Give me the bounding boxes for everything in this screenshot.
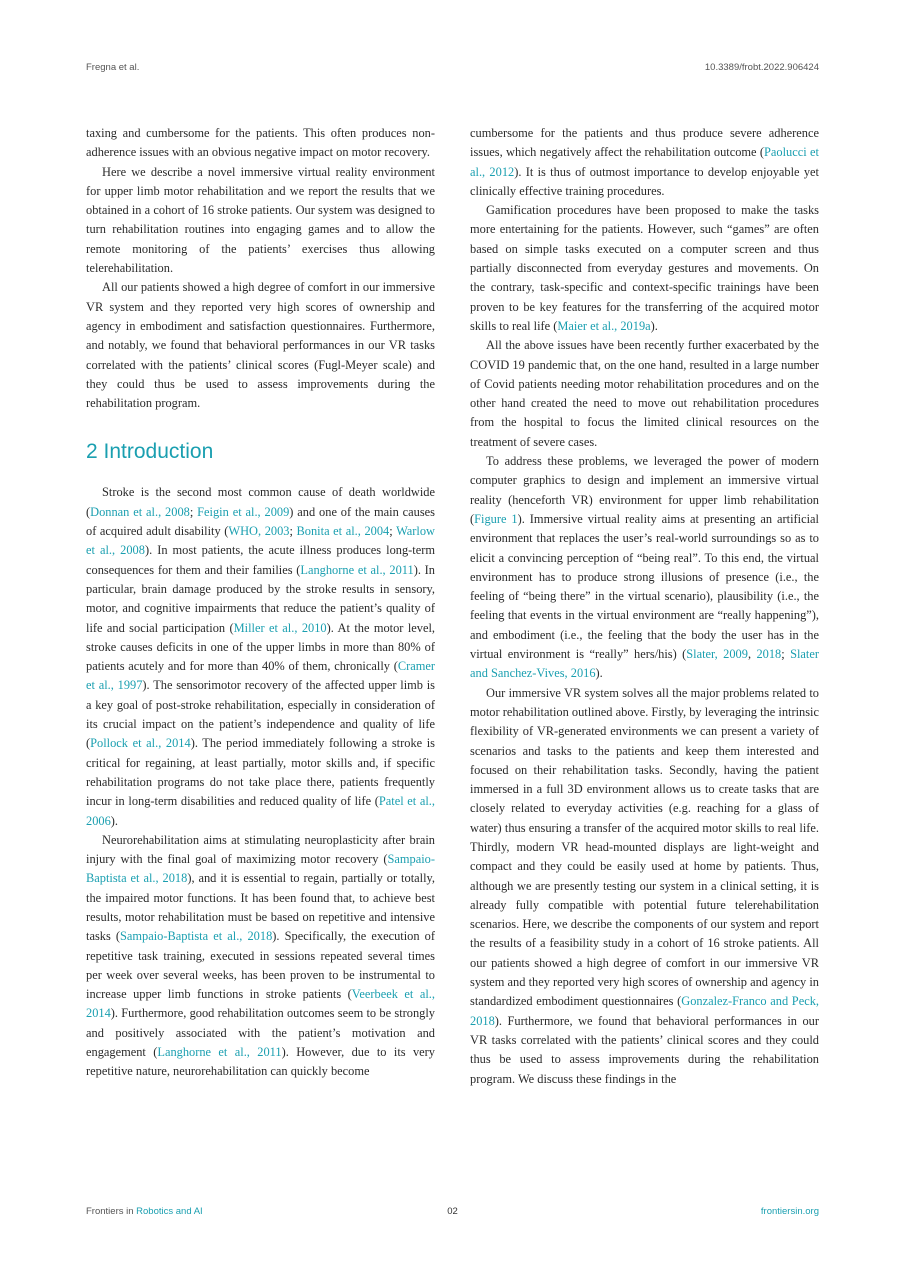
page-footer <box>86 1206 819 1217</box>
citation-link[interactable]: Maier et al., 2019a <box>557 318 651 333</box>
running-authors: Fregna et al. <box>86 62 140 73</box>
page-number: 02 <box>447 1206 458 1217</box>
paragraph: Our immersive VR system solves all the major problems related to motor rehabilitation outlined above. Firstly, by leveraging the intrinsic flexibility of VR-generated environments we can present a variety of scenarios and tasks to the patients and keep them interested and focused on their rehabilitation tasks. Secondly, having the patient immersed in a full 3D environment allows us to create tasks that are closely related to everyday activities (e.g. reaching for a glass of water) thus ensuring a transfer of the acquired motor skills to real life. Thirdly, modern VR head-mounted displays are light-weight and compact and they could be easily used at home by patients. Thus, although we are presently testing our system in a clinical setting, it is already fully compatible with potential future telerehabilitation scenarios. Here, we describe the components of our system and report the results of a feasibility study in a cohort of 16 stroke patients. All our patients showed a high degree of comfort in our immersive VR system and they reported very high scores of ownership and agency in standardized embodiment questionnaires (Gonzalez-Franco and Peck, 2018). Furthermore, we found that behavioral performances in our VR tasks correlated with the patients’ clinical scores and they could thus be used to assess improvements during the rehabilitation program. We discuss these findings in the <box>470 685 819 1086</box>
citation-link[interactable]: Slater and Sanchez-Vives, 2016 <box>470 647 819 681</box>
paragraph: Neurorehabilitation aims at stimulating neuroplasticity after brain injury with the final goal of maximizing motor recovery (Sampaio-Baptista et al., 2018), and it is essential to regain, partially or totally, the impaired motor functions. It has been found that, to achieve best results, motor rehabilitation must be based on repetitive and intensive tasks (Sampaio-Baptista et al., 2018). Specifically, the execution of repetitive task training, executed in sessions repeated several times per week over several weeks, has been proven to be instrumental to increase upper limb functions in stroke patients (Veerbeek et al., 2014). Furthermore, good rehabilitation outcomes seem to be strongly and positively associated with the patient’s motivation and engagement (Langhorne et al., 2011). However, due to its very repetitive nature, neurorehabilitation can quickly become <box>86 832 436 1079</box>
citation-link[interactable]: Patel et al., 2006 <box>86 794 435 828</box>
citation-link[interactable]: WHO, 2003 <box>228 524 290 539</box>
citation-link[interactable]: Gonzalez-Franco and Peck, 2018 <box>470 994 819 1028</box>
citation-link[interactable]: Slater, 2009 <box>686 647 748 662</box>
figure-link[interactable]: Figure 1 <box>474 511 518 526</box>
citation-link[interactable]: Miller et al., 2010 <box>233 620 327 635</box>
citation-link[interactable]: Langhorne et al., 2011 <box>300 562 414 577</box>
left-column <box>86 124 435 1082</box>
paragraph: Here we describe a novel immersive virtual reality environment for upper limb motor rehabilitation and we report the results that we obtained in a cohort of 16 stroke patients. Our system was designed to turn rehabilitation routines into engaging games and to allow the remote monitoring of the patients’ exercises thus allowing telerehabilitation. <box>86 164 435 276</box>
site-link[interactable]: frontiersin.org <box>760 1206 819 1217</box>
citation-link[interactable]: Sampaio-Baptista et al., 2018 <box>120 929 273 944</box>
citation-link[interactable]: Warlow et al., 2008 <box>86 524 435 558</box>
paragraph: All the above issues have been recently further exacerbated by the COVID 19 pandemic that, on the one hand, resulted in a large number of Covid patients needing motor rehabilitation procedures and on the other hand created the need to move out rehabilitation procedures from the hospital to focus the limited clinical resources on the treatment of severe cases. <box>470 338 819 449</box>
paragraph: All our patients showed a high degree of comfort in our immersive VR system and they reported very high scores of ownership and agency in embodiment and satisfaction questionnaires. Furthermore, and notably, we found that behavioral performances in our VR tasks correlated with the patients’ clinical scores (Fugl-Meyer scale) and they could thus be used to assess improvements during the rehabilitation program. <box>86 280 435 411</box>
citation-link[interactable]: Donnan et al., 2008 <box>90 504 190 519</box>
citation-link[interactable]: Sampaio-Baptista et al., 2018 <box>86 852 435 886</box>
citation-link[interactable]: Bonita et al., 2004 <box>296 524 390 539</box>
paragraph: Stroke is the second most common cause of death worldwide (Donnan et al., 2008; Feigin et al., 2009) and one of the main causes of acquired adult disability (WHO, 2003; Bonita et al., 2004; Warlow et al., 2008). In most patients, the acute illness produces long-term consequences for them and their families (Langhorne et al., 2011). In particular, brain damage produced by the stroke results in sensory, motor, and cognitive impairments that reduce the patient’s quality of life and social participation (Miller et al., 2010). At the motor level, stroke causes deficits in one of the upper limbs in more than 80% of patients acutely and for more than 40% of them, chronically (Cramer et al., 1997). The sensorimotor recovery of the affected upper limb is a key goal of post-stroke rehabilitation, especially in consideration of its crucial impact on the patient’s independence and quality of life (Pollock et al., 2014). The period immediately following a stroke is critical for regaining, at least partially, motor skills and, if specific rehabilitation programs do not take place there, patients frequently incur in long-term disabilities and reduced quality of life (Patel et al., 2006). <box>86 485 436 828</box>
citation-link[interactable]: Veerbeek et al., 2014 <box>86 987 435 1021</box>
citation-link[interactable]: Paolucci et al., 2012 <box>470 145 819 179</box>
right-column <box>470 124 819 1089</box>
page-header <box>86 62 819 73</box>
citation-link[interactable]: Pollock et al., 2014 <box>90 736 191 751</box>
paragraph: taxing and cumbersome for the patients. This often produces non-adherence issues with an obvious negative impact on motor recovery. <box>86 126 435 160</box>
citation-link[interactable]: Cramer et al., 1997 <box>86 659 435 693</box>
paragraph: To address these problems, we leveraged the power of modern computer graphics to design and implement an immersive virtual reality (henceforth VR) environment for upper limb rehabilitation (Figure 1). Immersive virtual reality aims at presenting an artificial environment that replaces the user’s real-world surroundings so as to elicit a convincing perception of “being real”. To this end, the virtual environment has to produce strong illusions of presence (i.e., the feeling of “being there” in the virtual scenario), plausibility (i.e., the feeling that events in the virtual environment are “really happening”), and embodiment (i.e., the feeling that the body the user has in the virtual environment is “really” hers/his) (Slater, 2009, 2018; Slater and Sanchez-Vives, 2016). <box>470 454 819 681</box>
journal-name: Frontiers in Robotics and AI <box>86 1206 203 1217</box>
citation-link[interactable]: Feigin et al., 2009 <box>197 504 290 519</box>
paragraph: Gamification procedures have been proposed to make the tasks more entertaining for the patients. However, such “games” are often based on simple tasks executed on a computer screen and thus partially disconnected from everyday gestures and movements. On the contrary, task-specific and context-specific trainings have been proven to be key features for the transferring of the acquired motor skills to real life (Maier et al., 2019a). <box>470 203 819 333</box>
citation-link[interactable]: Langhorne et al., 2011 <box>157 1045 282 1060</box>
citation-link[interactable]: 2018 <box>756 647 782 662</box>
section-heading: 2 Introduction <box>86 440 214 464</box>
doi: 10.3389/frobt.2022.906424 <box>704 62 819 73</box>
journal-link[interactable]: Robotics and AI <box>136 1206 203 1217</box>
paragraph: cumbersome for the patients and thus produce severe adherence issues, which negatively affect the rehabilitation outcome (Paolucci et al., 2012). It is thus of outmost importance to develop enjoyable yet clinically effective training procedures. <box>470 126 819 198</box>
